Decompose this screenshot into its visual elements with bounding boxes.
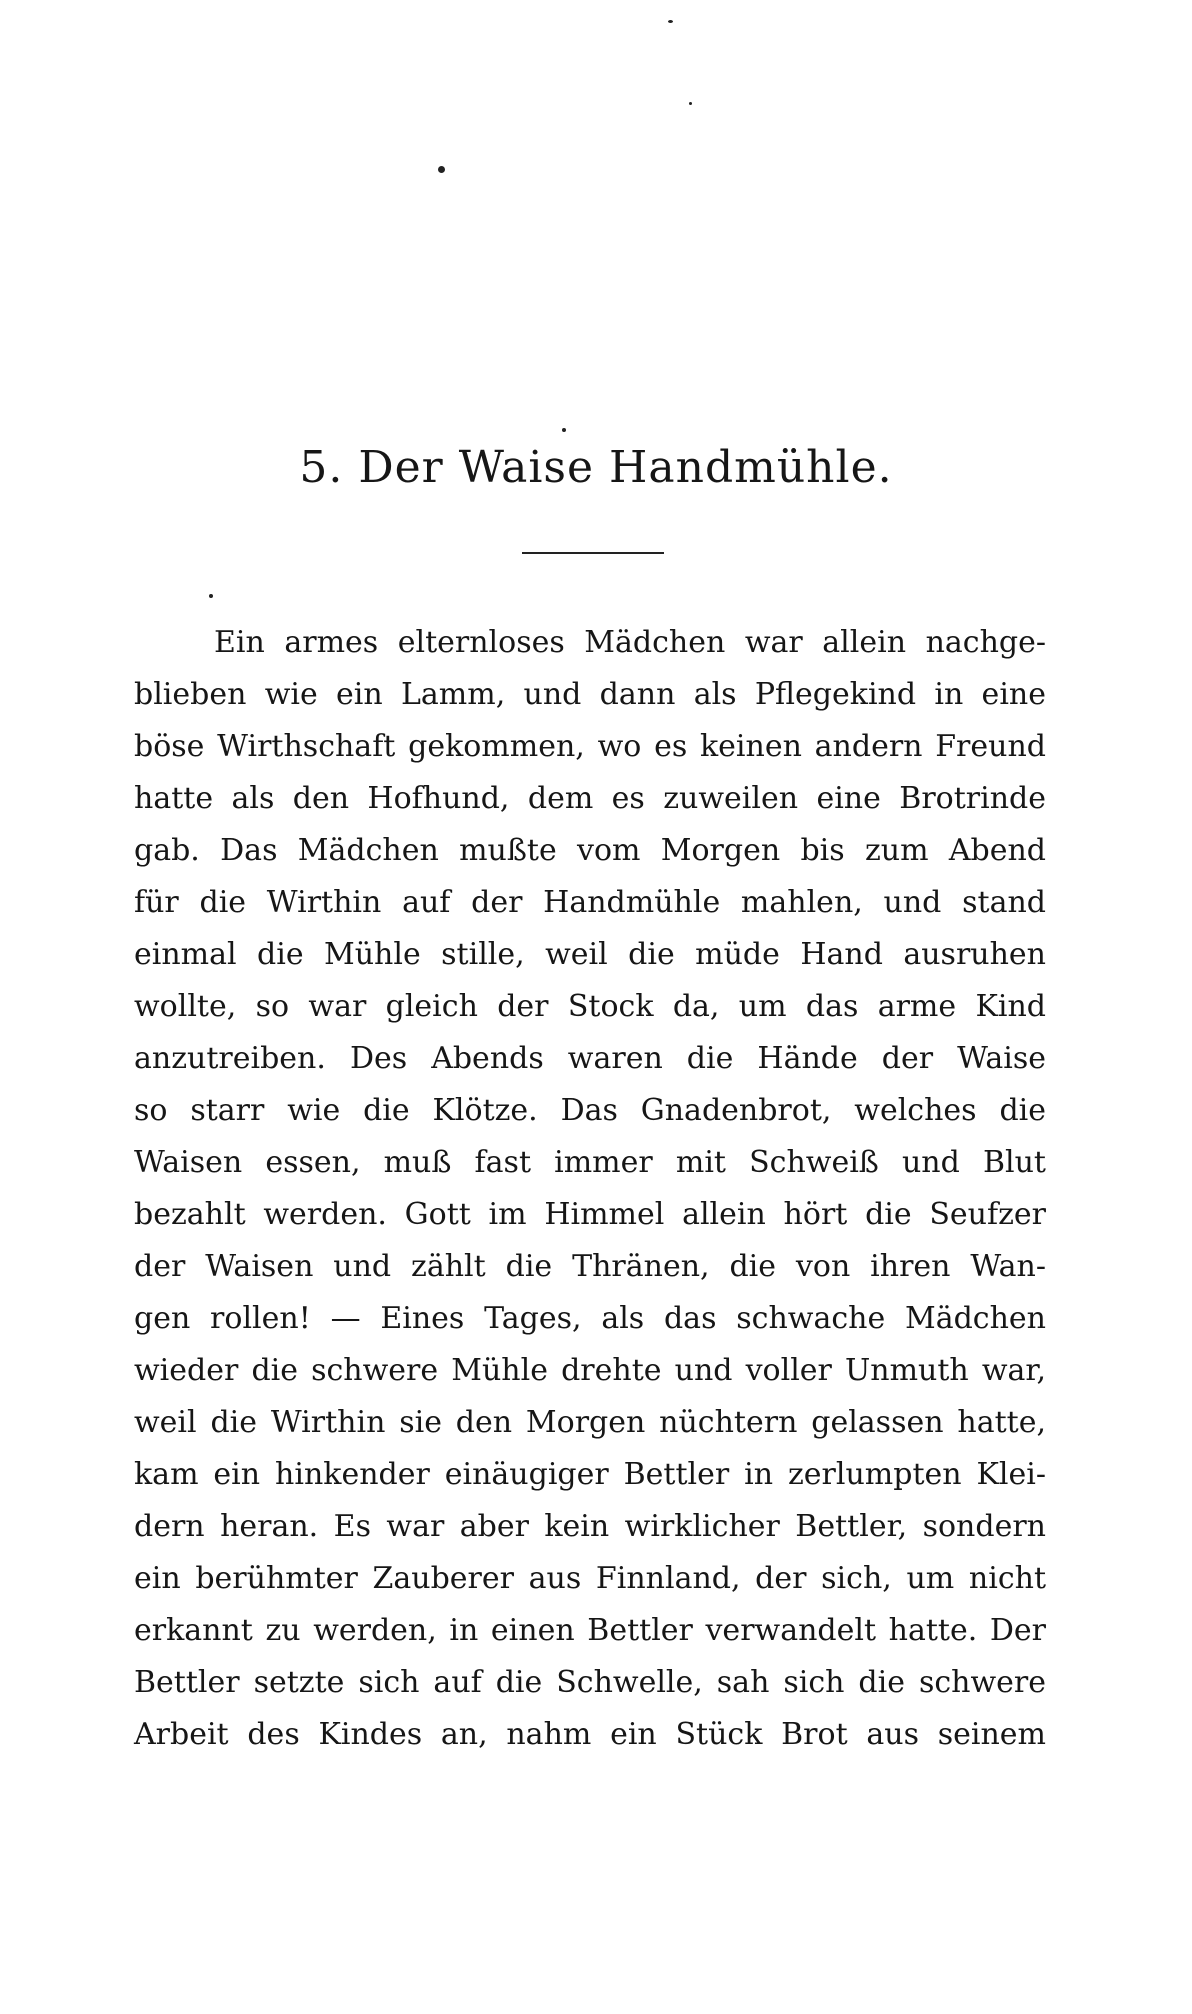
text-line: weil die Wirthin sie den Morgen nüchtern gelassen hatte, [134, 1405, 1046, 1440]
print-speck [209, 594, 213, 598]
text-line: wollte, so war gleich der Stock da, um das arme Kind [134, 989, 1046, 1024]
text-line: gab. Das Mädchen mußte vom Morgen bis zum Abend [134, 833, 1046, 868]
text-line: ein berühmter Zauberer aus Finnland, der sich, um nicht [134, 1561, 1046, 1596]
text-line: gen rollen! — Eines Tages, als das schwache Mädchen [134, 1301, 1046, 1336]
text-line: wieder die schwere Mühle drehte und voller Unmuth war, [134, 1353, 1046, 1388]
text-line: blieben wie ein Lamm, und dann als Pflegekind in eine [134, 677, 1046, 712]
text-line: böse Wirthschaft gekommen, wo es keinen andern Freund [134, 729, 1046, 764]
text-line: Bettler setzte sich auf die Schwelle, sah sich die schwere [134, 1665, 1046, 1700]
body-text [134, 617, 1046, 1761]
text-line: anzutreiben. Des Abends waren die Hände der Waise [134, 1041, 1046, 1076]
print-speck [438, 166, 445, 173]
print-speck [562, 428, 566, 432]
text-line: kam ein hinkender einäugiger Bettler in zerlumpten Klei- [134, 1457, 1046, 1492]
text-line: so starr wie die Klötze. Das Gnadenbrot, welches die [134, 1093, 1046, 1128]
text-line: der Waisen und zählt die Thränen, die von ihren Wan- [134, 1249, 1046, 1284]
title-divider [522, 552, 664, 554]
text-line: Ein armes elternloses Mädchen war allein nachge- [214, 625, 1046, 660]
chapter-title: 5. Der Waise Handmühle. [299, 442, 893, 493]
text-line: hatte als den Hofhund, dem es zuweilen eine Brotrinde [134, 781, 1046, 816]
text-line: dern heran. Es war aber kein wirklicher Bettler, sondern [134, 1509, 1046, 1544]
print-speck [689, 102, 692, 105]
text-line: Waisen essen, muß fast immer mit Schweiß und Blut [134, 1145, 1046, 1180]
text-line: bezahlt werden. Gott im Himmel allein hört die Seufzer [134, 1197, 1046, 1232]
print-speck [668, 20, 673, 23]
text-line: Arbeit des Kindes an, nahm ein Stück Brot aus seinem [134, 1717, 1046, 1752]
text-line: einmal die Mühle stille, weil die müde Hand ausruhen [134, 937, 1046, 972]
text-line: für die Wirthin auf der Handmühle mahlen, und stand [134, 885, 1046, 920]
text-line: erkannt zu werden, in einen Bettler verwandelt hatte. Der [134, 1613, 1046, 1648]
